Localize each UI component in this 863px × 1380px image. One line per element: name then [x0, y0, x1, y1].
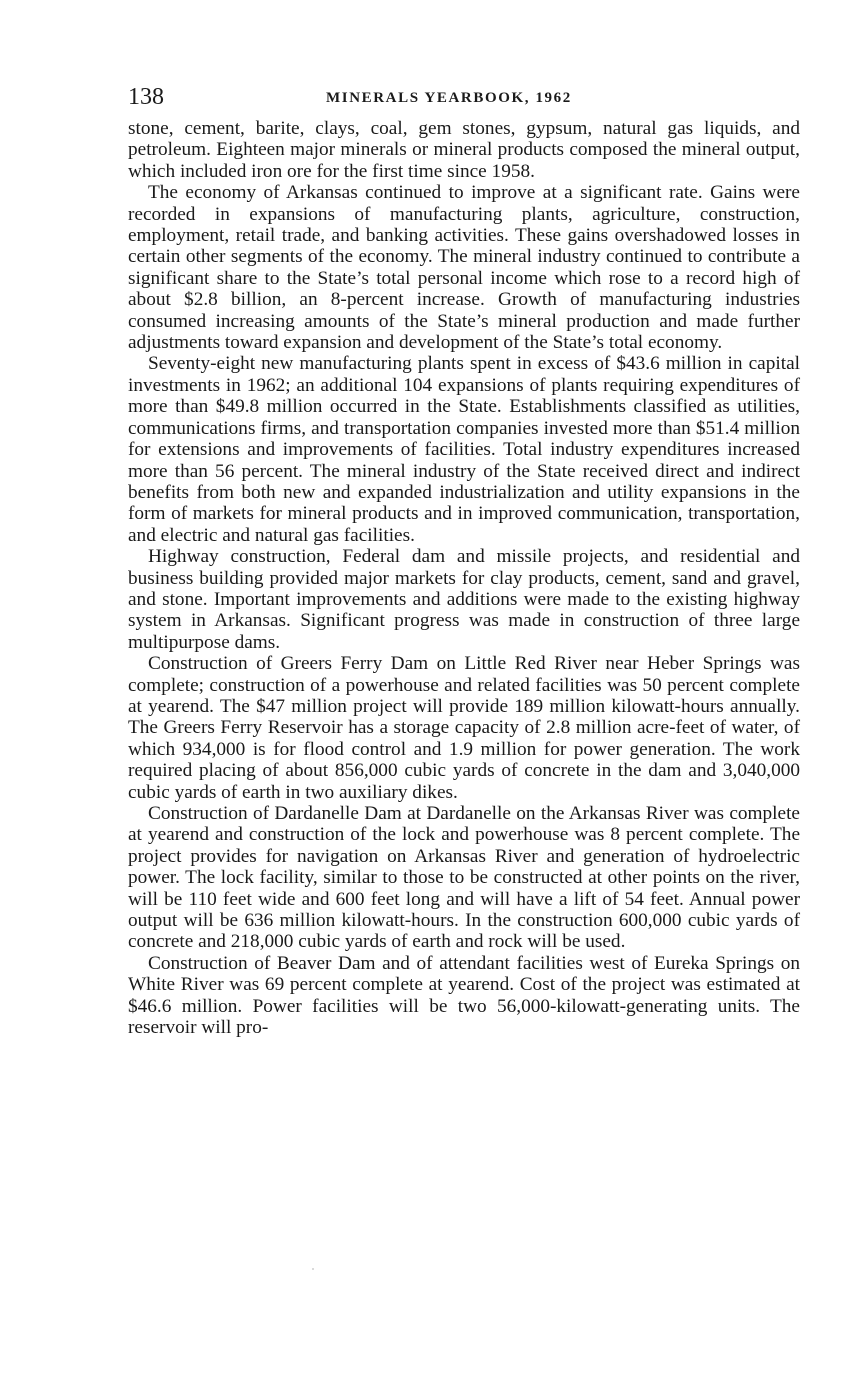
paragraph-economy: The economy of Arkansas continued to improve at a significant rate. Gains were recorded in expansions of manufacturing plants, agriculture, construction, employment, retail trade, and banking activities. These gains overshadowed losses in certain other segments of the economy. The mineral industry continued to contribute a significant share to the State’s total personal income which rose to a record high of about $2.8 billion, an 8-percent increase. Growth of manufacturing industries consumed increasing amounts of the State’s mineral production and made further adjustments toward expansion and development of the State’s total economy. — [128, 182, 800, 354]
running-title: MINERALS YEARBOOK, 1962 — [326, 90, 572, 106]
running-head — [128, 84, 800, 114]
body-text — [128, 118, 800, 1038]
paragraph-highway: Highway construction, Federal dam and missile projects, and residential and business building provided major markets for clay products, cement, sand and gravel, and stone. Important improvements and additions were made to the existing highway system in Arkansas. Significant progress was made in construction of three large multipurpose dams. — [128, 546, 800, 653]
paragraph-beaver-dam: Construction of Beaver Dam and of attendant facilities west of Eureka Springs on White River was 69 percent complete at yearend. Cost of the project was estimated at $46.6 million. Power facilities will be two 56,000-kilowatt-generating units. The reservoir will pro- — [128, 952, 800, 1039]
paragraph-greers-ferry: Construction of Greers Ferry Dam on Little Red River near Heber Springs was complete; construction of a powerhouse and related facilities was 50 percent complete at yearend. The $47 million project will provide 189 million kilowatt-hours annually. The Greers Ferry Reservoir has a storage capacity of 2.8 million acre-feet of water, of which 934,000 is for flood control and 1.9 million for power generation. The work required placing of about 856,000 cubic yards of concrete in the dam and 3,040,000 cubic yards of earth in two auxiliary dikes. — [128, 653, 800, 803]
document-page — [128, 84, 800, 1038]
scan-speck — [312, 1268, 314, 1270]
page-number: 138 — [128, 84, 164, 110]
paragraph-dardanelle: Construction of Dardanelle Dam at Dardanelle on the Arkansas River was complete at yearend and construction of the lock and powerhouse was 8 percent complete. The project provides for navigation on Arkansas River and generation of hydroelectric power. The lock facility, similar to those to be constructed at other points on the river, will be 110 feet wide and 600 feet long and will have a lift of 54 feet. Annual power output will be 636 million kilowatt-hours. In the construction 600,000 cubic yards of concrete and 218,000 cubic yards of earth and rock will be used. — [128, 803, 800, 953]
paragraph-continued: stone, cement, barite, clays, coal, gem stones, gypsum, natural gas liquids, and petroleum. Eighteen major minerals or mineral products composed the mineral output, which included iron ore for the first time since 1958. — [128, 118, 800, 182]
paragraph-manufacturing: Seventy-eight new manufacturing plants spent in excess of $43.6 million in capital investments in 1962; an additional 104 expansions of plants requiring expenditures of more than $49.8 million occurred in the State. Establishments classified as utilities, communications firms, and transportation companies invested more than $51.4 million for extensions and improvements of facilities. Total industry expenditures increased more than 56 percent. The mineral industry of the State received direct and indirect benefits from both new and expanded industrialization and utility expansions in the form of markets for mineral products and in improved communication, transportation, and electric and natural gas facilities. — [128, 353, 800, 546]
